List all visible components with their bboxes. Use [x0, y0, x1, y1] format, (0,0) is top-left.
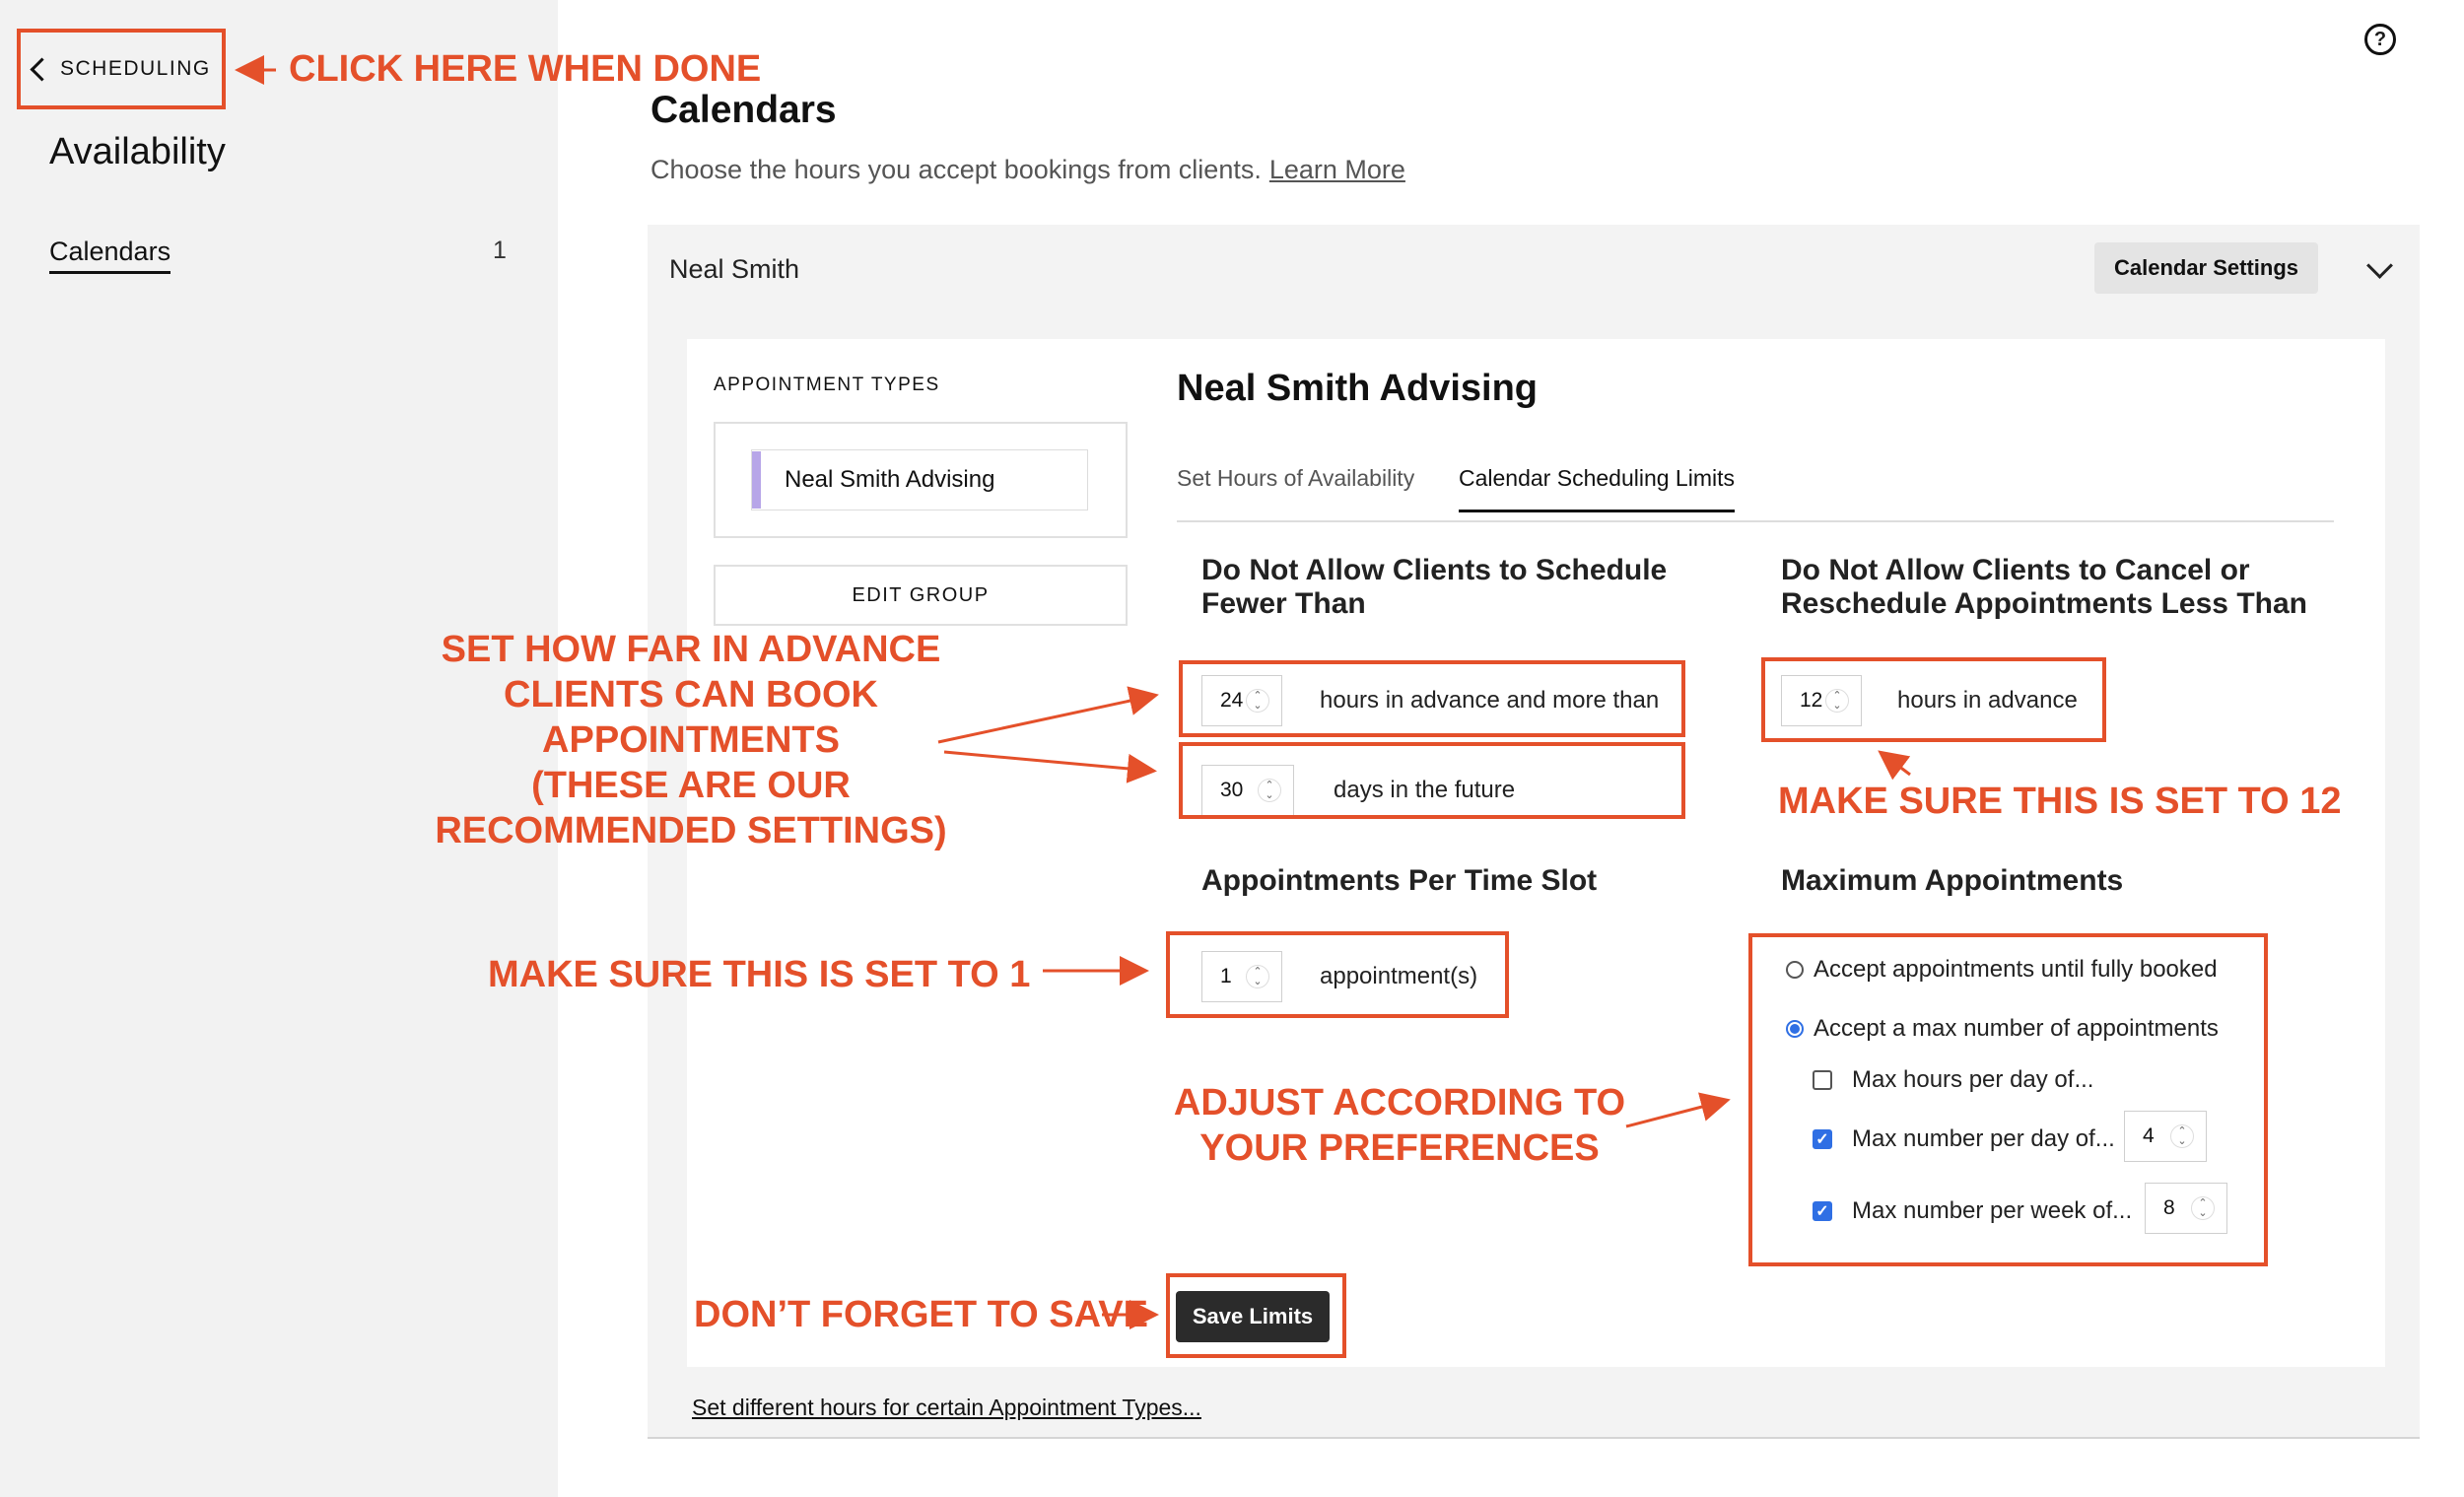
note-click-here: CLICK HERE WHEN DONE	[289, 48, 762, 90]
subtitle-text: Choose the hours you accept bookings from clients.	[650, 155, 1262, 184]
sidebar-item-count: 1	[493, 237, 507, 264]
spinner-icon[interactable]: ⌃ ⌄	[1825, 689, 1849, 713]
future-days-value: 30	[1220, 779, 1244, 801]
arrow-to-future-days	[944, 752, 1151, 771]
sidebar-heading: Availability	[49, 131, 226, 172]
option-label: Accept a max number of appointments	[1814, 1015, 2219, 1042]
checkbox-checked-icon[interactable]: ✓	[1813, 1129, 1832, 1149]
save-limits-button[interactable]: Save Limits	[1176, 1291, 1330, 1342]
advance-hours-text: hours in advance and more than	[1320, 687, 1660, 714]
note-line: RECOMMENDED SETTINGS)	[435, 810, 947, 851]
appointment-type-title: Neal Smith Advising	[1177, 368, 1538, 409]
cancel-hours-value: 12	[1800, 689, 1823, 712]
per-slot-unit: appointment(s)	[1320, 963, 1478, 989]
note-dont-forget: DON’T FORGET TO SAVE	[694, 1294, 1148, 1335]
note-set-to-12: MAKE SURE THIS IS SET TO 12	[1778, 781, 2342, 822]
spinner-icon[interactable]: ⌃ ⌄	[1246, 689, 1269, 713]
note-line: APPOINTMENTS	[542, 719, 840, 761]
per-slot-value: 1	[1220, 965, 1232, 987]
arrow-to-maximum	[1626, 1101, 1725, 1126]
advance-hours-value: 24	[1220, 689, 1244, 712]
cancel-hours-text: hours in advance	[1897, 687, 2078, 714]
max-per-day-value: 4	[2143, 1124, 2155, 1147]
max-per-week-value: 8	[2163, 1196, 2175, 1219]
tab-scheduling-limits[interactable]: Calendar Scheduling Limits	[1459, 465, 1735, 512]
note-line: SET HOW FAR IN ADVANCE	[441, 629, 941, 670]
check-label: Max number per week of...	[1852, 1197, 2133, 1224]
spinner-icon[interactable]: ⌃ ⌄	[2170, 1124, 2194, 1148]
different-hours-link[interactable]: Set different hours for certain Appointment Types...	[692, 1395, 1201, 1420]
page-title: Calendars	[650, 89, 837, 131]
arrow-to-cancel-hours	[1882, 754, 1910, 775]
per-slot-title: Appointments Per Time Slot	[1201, 864, 1598, 897]
edit-group-button[interactable]: EDIT GROUP	[714, 565, 1128, 626]
cancel-limit-title: Do Not Allow Clients to Cancel or Reschedule Appointments Less Than	[1781, 554, 2307, 620]
sidebar-item-calendars[interactable]: Calendars	[49, 237, 171, 274]
note-line: CLIENTS CAN BOOK	[504, 674, 878, 715]
arrow-to-advance-hours	[938, 696, 1153, 742]
spinner-icon[interactable]: ⌃ ⌄	[1246, 965, 1269, 988]
help-icon-glyph: ?	[2373, 28, 2387, 50]
future-days-text: days in the future	[1334, 777, 1516, 803]
calendar-owner-name: Neal Smith	[669, 254, 800, 284]
spinner-icon[interactable]: ⌃ ⌄	[2191, 1196, 2215, 1220]
back-link-label: SCHEDULING	[60, 57, 211, 80]
maximum-title: Maximum Appointments	[1781, 864, 2124, 897]
checkbox-checked-icon[interactable]: ✓	[1813, 1201, 1832, 1221]
appointment-type-label: Neal Smith Advising	[785, 466, 995, 493]
schedule-limit-title: Do Not Allow Clients to Schedule Fewer Than	[1201, 554, 1668, 620]
note-line: ADJUST ACCORDING TO	[1173, 1082, 1626, 1123]
appointment-types-label: APPOINTMENT TYPES	[714, 374, 940, 395]
check-label: Max hours per day of...	[1852, 1066, 2094, 1093]
note-line: (THESE ARE OUR	[531, 765, 851, 806]
calendar-settings-button[interactable]: Calendar Settings	[2094, 242, 2318, 294]
spinner-icon[interactable]: ⌃ ⌄	[1258, 779, 1281, 802]
tab-set-hours[interactable]: Set Hours of Availability	[1177, 465, 1415, 491]
check-label: Max number per day of...	[1852, 1125, 2115, 1152]
note-set-to-1: MAKE SURE THIS IS SET TO 1	[488, 954, 1031, 995]
learn-more-link[interactable]: Learn More	[1268, 155, 1405, 184]
option-label: Accept appointments until fully booked	[1814, 956, 2218, 983]
note-line: YOUR PREFERENCES	[1199, 1127, 1600, 1169]
